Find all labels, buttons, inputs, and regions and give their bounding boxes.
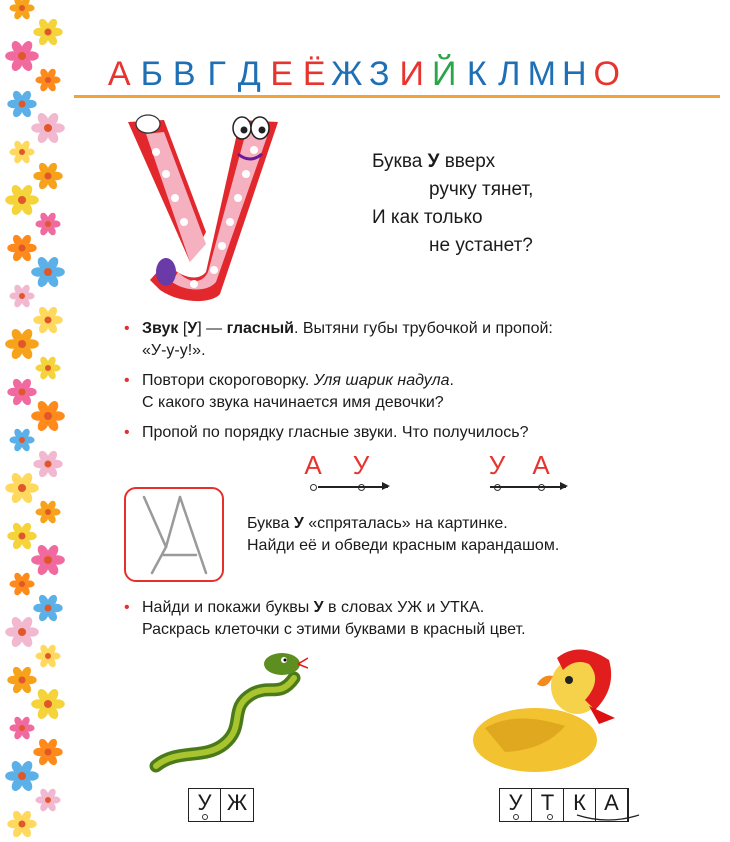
letter-cell[interactable]: К <box>564 789 596 821</box>
flower-center <box>45 653 51 659</box>
flower-center <box>19 725 25 731</box>
instructions-list <box>124 318 664 452</box>
poem-line-2: ручку тянет, <box>429 179 534 200</box>
poem-line-3: И как только <box>372 207 483 228</box>
poem-line-4: не устанет? <box>429 235 533 256</box>
flower-center <box>19 389 26 396</box>
flower-center <box>44 268 52 276</box>
syllable-arc <box>575 813 645 823</box>
instruction-find-letters: • Найди и покажи буквы У в словах УЖ и УТКА. Раскрась клеточки с этими буквами в красный цвет. <box>124 599 526 638</box>
hidden-letter-lines <box>126 489 222 580</box>
flower-center <box>44 700 52 708</box>
instruction-tongue-twister: • Повтори скороговорку. Уля шарик надула. С какого звука начинается имя девочки? <box>124 372 454 411</box>
flower-center <box>18 484 26 492</box>
hidden-letter-instruction: Буква У «спряталась» на картинке. Найди её и обведи красным карандашом. <box>247 515 560 554</box>
alphabet-letter: К <box>466 55 487 93</box>
alphabet-letter: А <box>107 55 131 93</box>
vowel-letter: А <box>532 450 550 480</box>
alphabet-letter: М <box>527 55 556 93</box>
flower-center <box>19 533 26 540</box>
flower-center <box>44 124 52 132</box>
letter-cell[interactable]: Т <box>532 789 564 821</box>
flower-center <box>19 149 25 155</box>
letter-cell[interactable]: У <box>500 789 532 821</box>
vowel-letter: У <box>488 450 506 480</box>
flower-center <box>44 556 52 564</box>
alphabet-letter: Л <box>498 55 521 93</box>
word-cells-utka <box>499 788 629 822</box>
vowel-letter: А <box>304 450 322 480</box>
poem-line-1: Буква У вверх <box>372 151 496 172</box>
bullet-dot: • <box>124 320 130 337</box>
snake-picture <box>148 648 308 773</box>
word-cells-uzh <box>188 788 254 822</box>
flower-center <box>45 749 52 756</box>
alphabet-letter: Д <box>237 55 261 93</box>
flower-center <box>45 461 52 468</box>
flower-center <box>18 340 26 348</box>
flower-center <box>19 677 26 684</box>
instruction-sing-vowels: • Пропой по порядку гласные звуки. Что получилось? <box>124 422 664 444</box>
alphabet-letter: Ё <box>302 55 326 93</box>
floral-border <box>0 0 74 842</box>
flower-center <box>19 437 25 443</box>
alphabet-letter: З <box>368 55 390 93</box>
alphabet-letter: В <box>172 55 196 93</box>
alphabet-underline <box>74 95 720 98</box>
flower-center <box>19 293 25 299</box>
flower-center <box>45 797 51 803</box>
flower-center <box>18 196 26 204</box>
vowel-letter: У <box>352 450 370 480</box>
flower-center <box>44 412 52 420</box>
flower-center <box>45 317 52 324</box>
flower-center <box>45 173 52 180</box>
flower-center <box>19 5 25 11</box>
alphabet-letter: Г <box>207 55 226 93</box>
vowel-mark <box>202 814 208 820</box>
letter-cell[interactable]: Ж <box>226 790 248 815</box>
instruction-vowel-sound: • Звук [У] — гласный. Вытяни губы трубочкой и пропой: «У-у-у!». <box>124 320 553 359</box>
flower-center <box>19 581 25 587</box>
alphabet-letter: Е <box>270 55 294 93</box>
flower-center <box>45 77 51 83</box>
vowel-mark <box>547 814 553 820</box>
bullet-dot: • <box>124 424 130 441</box>
letter-u-illustration <box>120 112 290 307</box>
flower-center <box>18 772 26 780</box>
flower-center <box>45 221 51 227</box>
flower-center <box>45 365 51 371</box>
flower-center <box>18 628 26 636</box>
flower-center <box>19 101 26 108</box>
alphabet-letter: О <box>593 55 620 93</box>
bullet-dot: • <box>124 372 130 389</box>
alphabet-letter: И <box>399 55 424 93</box>
vowel-mark <box>513 814 519 820</box>
alphabet-letter: Б <box>140 55 163 93</box>
direction-arrow <box>490 486 566 488</box>
alphabet-letter: Н <box>561 55 587 93</box>
alphabet-letter: Ж <box>331 55 363 93</box>
poem <box>372 148 533 260</box>
letter-cell[interactable]: У <box>189 789 221 821</box>
flower-center <box>45 509 51 515</box>
flower-center <box>19 245 26 252</box>
bullet-dot: • <box>124 599 130 616</box>
hidden-letter-picture[interactable] <box>124 487 224 582</box>
flower-center <box>45 29 52 36</box>
flower-center <box>19 821 26 828</box>
alphabet-row <box>103 52 623 96</box>
letter-cell[interactable]: А <box>596 789 628 821</box>
direction-arrow <box>318 486 388 488</box>
alphabet-letter: Й <box>432 55 457 93</box>
flower-center <box>18 52 26 60</box>
flower-center <box>45 605 52 612</box>
duck-picture <box>465 640 625 780</box>
sound-circle <box>310 484 317 491</box>
